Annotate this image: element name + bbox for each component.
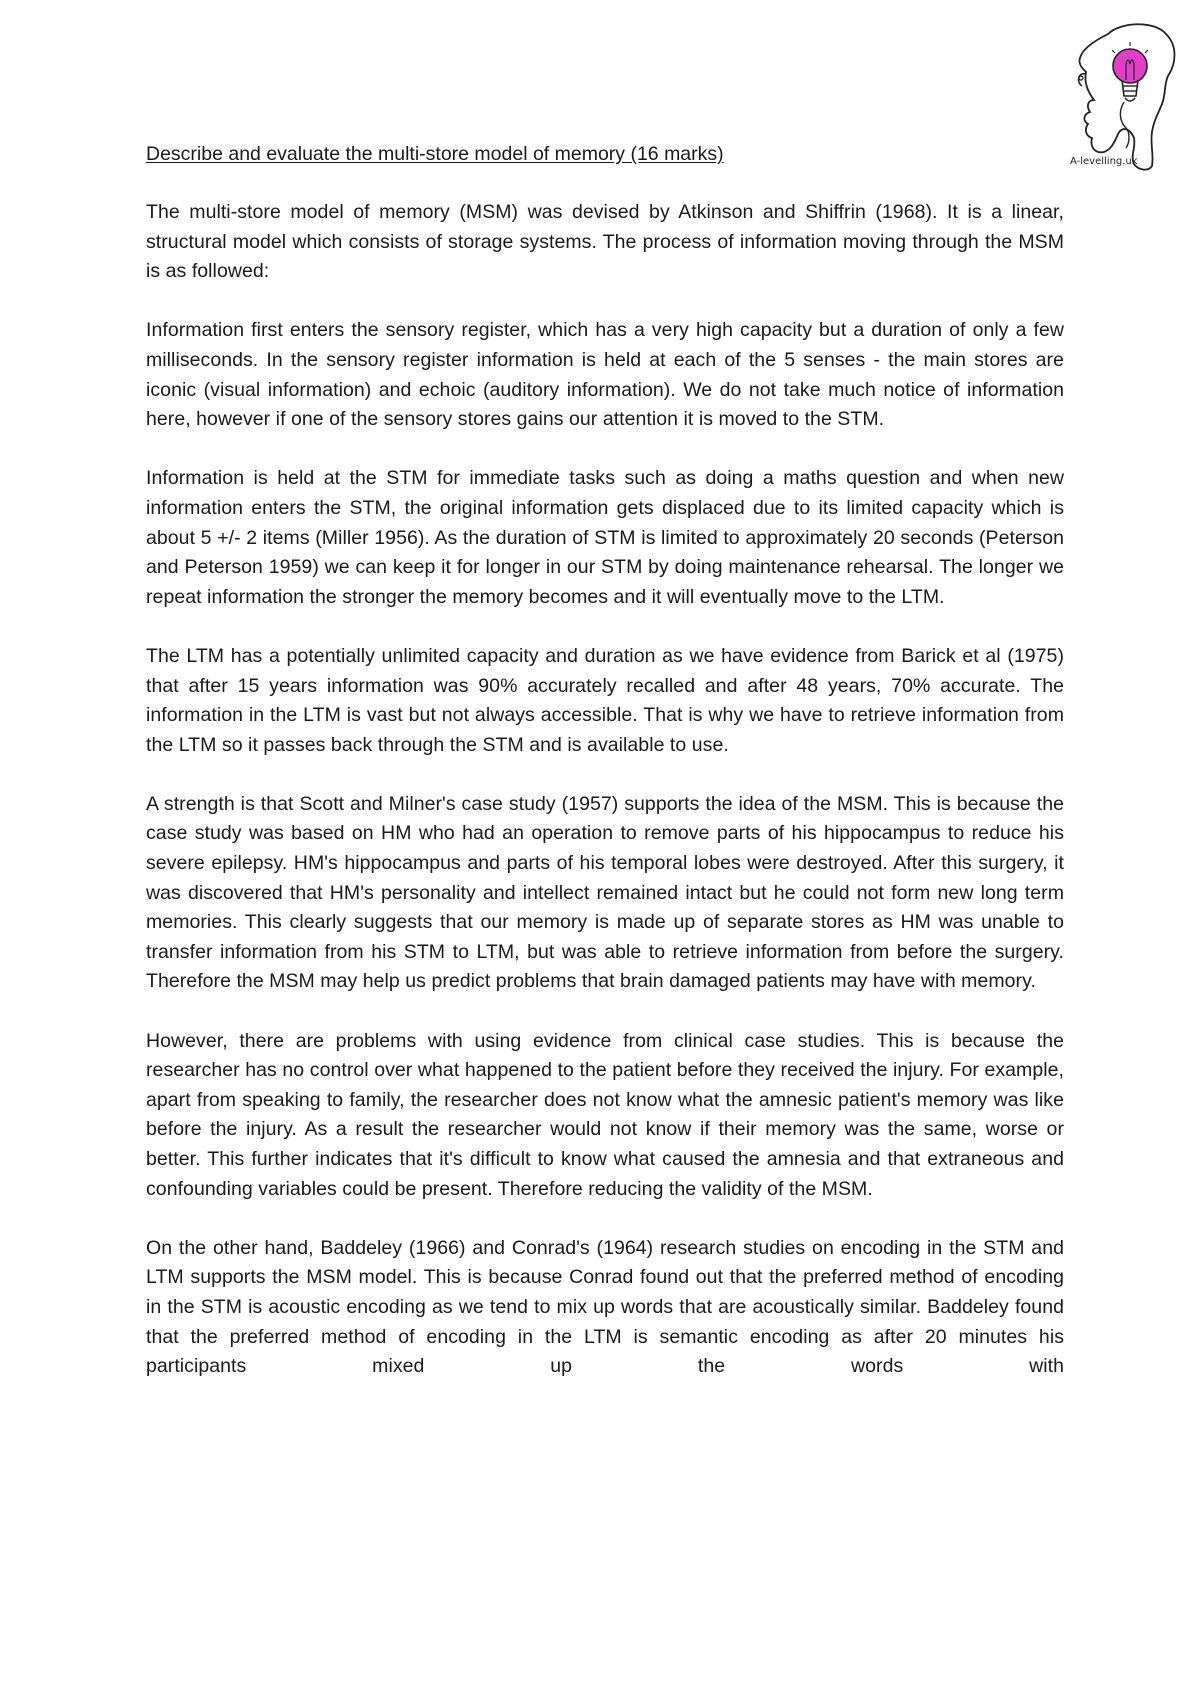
lightbulb-head-logo-icon: [1068, 20, 1180, 182]
paragraph-intro: The multi-store model of memory (MSM) was devised by Atkinson and Shiffrin (1968). It is a linear, structural model which consists of storage systems. The process of information moving through the MSM is as followed:: [146, 201, 1064, 283]
paragraph-stm: Information is held at the STM for immediate tasks such as doing a maths question and when new information enters the STM, the original information gets displaced due to its limited capacity which is about 5 +/- 2 items (Miller 1956). As the duration of STM is limited to approximately 20 seconds (Peterson and Peterson 1959) we can keep it for longer in our STM by doing maintenance rehearsal. The longer we repeat information the stronger the memory becomes and it will eventually move to the LTM.: [146, 467, 1064, 608]
document-title: Describe and evaluate the multi-store model of memory (16 marks): [146, 143, 724, 165]
paragraph-strength-hm: A strength is that Scott and Milner's case study (1957) supports the idea of the MSM. This is because the case study was based on HM who had an operation to remove parts of his hippocampus to reduce his severe epilepsy. HM's hippocampus and parts of his temporal lobes were destroyed. After this surgery, it was discovered that HM's personality and intellect remained intact but he could not form new long term memories. This clearly suggests that our memory is made up of separate stores as HM was unable to transfer information from his STM to LTM, but was able to retrieve information from before the surgery. Therefore the MSM may help us predict problems that brain damaged patients may have with memory.: [146, 792, 1064, 993]
document-page: [146, 140, 1064, 1382]
paragraph-weakness-case-studies: However, there are problems with using evidence from clinical case studies. This is because the researcher has no control over what happened to the patient before they received the injury. For example, apart from speaking to family, the researcher does not know what the amnesic patient's memory was like before the injury. As a result the researcher would not know if their memory was the same, worse or better. This further indicates that it's difficult to know what caused the amnesia and that extraneous and confounding variables could be present. Therefore reducing the validity of the MSM.: [146, 1029, 1064, 1200]
paragraph-ltm: The LTM has a potentially unlimited capacity and duration as we have evidence from Barick et al (1975) that after 15 years information was 90% accurately recalled and after 48 years, 70% accurate. The information in the LTM is vast but not always accessible. That is why we have to retrieve information from the LTM so it passes back through the STM and is available to use.: [146, 644, 1064, 756]
logo-text: A-levelling.uk: [1070, 156, 1138, 167]
paragraph-encoding-research: On the other hand, Baddeley (1966) and Conrad's (1964) research studies on encoding in the STM and LTM supports the MSM model. This is because Conrad found out that the preferred method of encoding in the STM is acoustic encoding as we tend to mix up words that are acoustically similar. Baddeley found that the preferred method of encoding in the LTM is semantic encoding as after 20 minutes his participants mixed up the words with: [146, 1236, 1064, 1378]
paragraph-sensory-register: Information first enters the sensory register, which has a very high capacity but a duration of only a few milliseconds. In the sensory register information is held at each of the 5 senses - the main stores are iconic (visual information) and echoic (auditory information). We do not take much notice of information here, however if one of the sensory stores gains our attention it is moved to the STM.: [146, 319, 1064, 431]
